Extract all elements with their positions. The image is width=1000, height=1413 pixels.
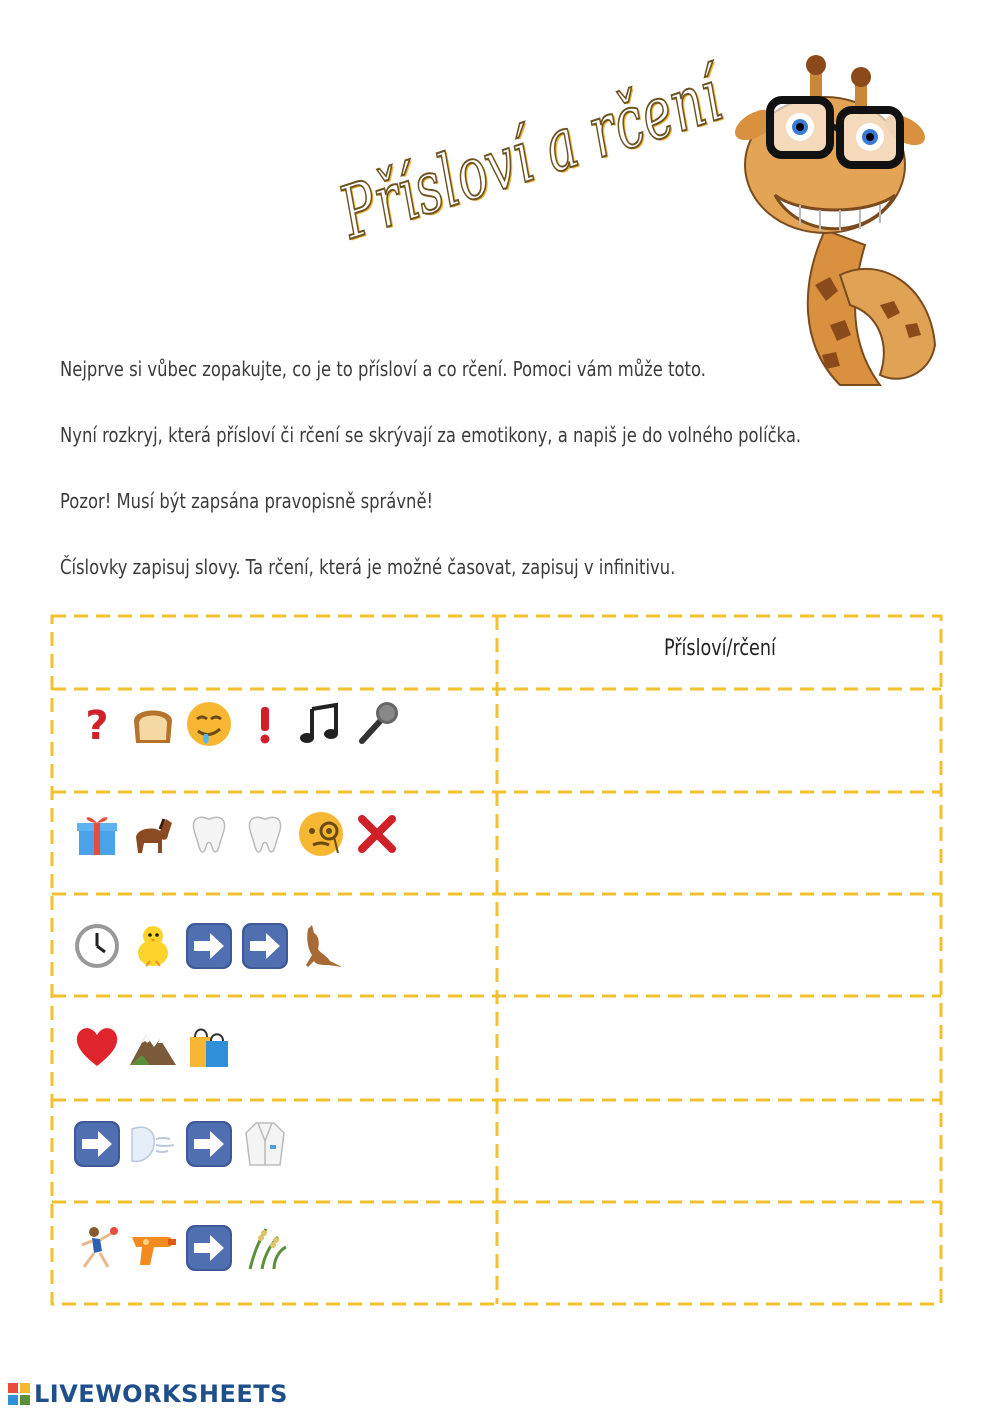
- cross-mark-icon: [352, 809, 402, 859]
- exclamation-mark-icon: [240, 699, 290, 749]
- lab-coat-icon: [240, 1119, 290, 1169]
- liveworksheets-logo-icon: [8, 1383, 30, 1405]
- right-arrow-icon: [184, 921, 234, 971]
- answer-field-3[interactable]: [500, 897, 940, 993]
- instruction-4: Číslovky zapisuj slovy. Ta rčení, která je možné časovat, zapisuj v infinitivu.: [60, 555, 676, 579]
- page-title: Přísloví a rčení: [330, 52, 732, 255]
- header-proverb-column: Přísloví/rčení: [664, 636, 776, 661]
- rice-plant-icon: [240, 1223, 290, 1273]
- handball-player-icon: [72, 1223, 122, 1273]
- water-pistol-icon: [128, 1223, 178, 1273]
- clock-icon: [72, 921, 122, 971]
- right-arrow-icon: [72, 1119, 122, 1169]
- gift-icon: [72, 809, 122, 859]
- right-arrow-icon: [240, 921, 290, 971]
- right-arrow-icon: [184, 1223, 234, 1273]
- answer-field-1[interactable]: [500, 693, 940, 789]
- right-arrow-icon: [184, 1119, 234, 1169]
- answer-field-2[interactable]: [500, 795, 940, 891]
- kangaroo-icon: [296, 921, 346, 971]
- bread-icon: [128, 699, 178, 749]
- tooth-icon: [240, 809, 290, 859]
- heart-icon: [72, 1021, 122, 1071]
- table-row-6-emojis: [72, 1220, 290, 1276]
- instruction-3: Pozor! Musí být zapsána pravopisně správně!: [60, 489, 434, 513]
- tooth-icon: [184, 809, 234, 859]
- mountain-icon: [128, 1021, 178, 1071]
- question-mark-icon: [72, 699, 122, 749]
- table-row-3-emojis: [72, 918, 346, 974]
- monocle-face-icon: [296, 809, 346, 859]
- table-row-5-emojis: [72, 1116, 290, 1172]
- answer-field-4[interactable]: [500, 1000, 940, 1096]
- chick-icon: [128, 921, 178, 971]
- instructions: [60, 356, 960, 620]
- instruction-1: Nejprve si vůbec zopakujte, co je to přísloví a co rčení. Pomoci vám může toto.: [60, 357, 706, 381]
- table-row-2-emojis: [72, 806, 402, 862]
- music-notes-icon: [296, 699, 346, 749]
- microphone-icon: [352, 699, 402, 749]
- table-row-4-emojis: [72, 1018, 234, 1074]
- svg-text:?: ?: [85, 703, 109, 749]
- table-row-1-emojis: [72, 696, 402, 752]
- instruction-2: Nyní rozkryj, která přísloví či rčení se skrývají za emotikony, a napiš je do volného políčka.: [60, 423, 802, 447]
- footer-brand: [8, 1380, 288, 1408]
- brand-name: LIVEWORKSHEETS: [34, 1380, 288, 1408]
- answer-field-6[interactable]: [500, 1206, 940, 1302]
- answer-field-5[interactable]: [500, 1104, 940, 1200]
- drooling-face-icon: [184, 699, 234, 749]
- emoji-table: [50, 614, 943, 1306]
- horse-icon: [128, 809, 178, 859]
- shopping-bags-icon: [184, 1021, 234, 1071]
- giraffe-illustration: [730, 55, 945, 395]
- wind-face-icon: [128, 1119, 178, 1169]
